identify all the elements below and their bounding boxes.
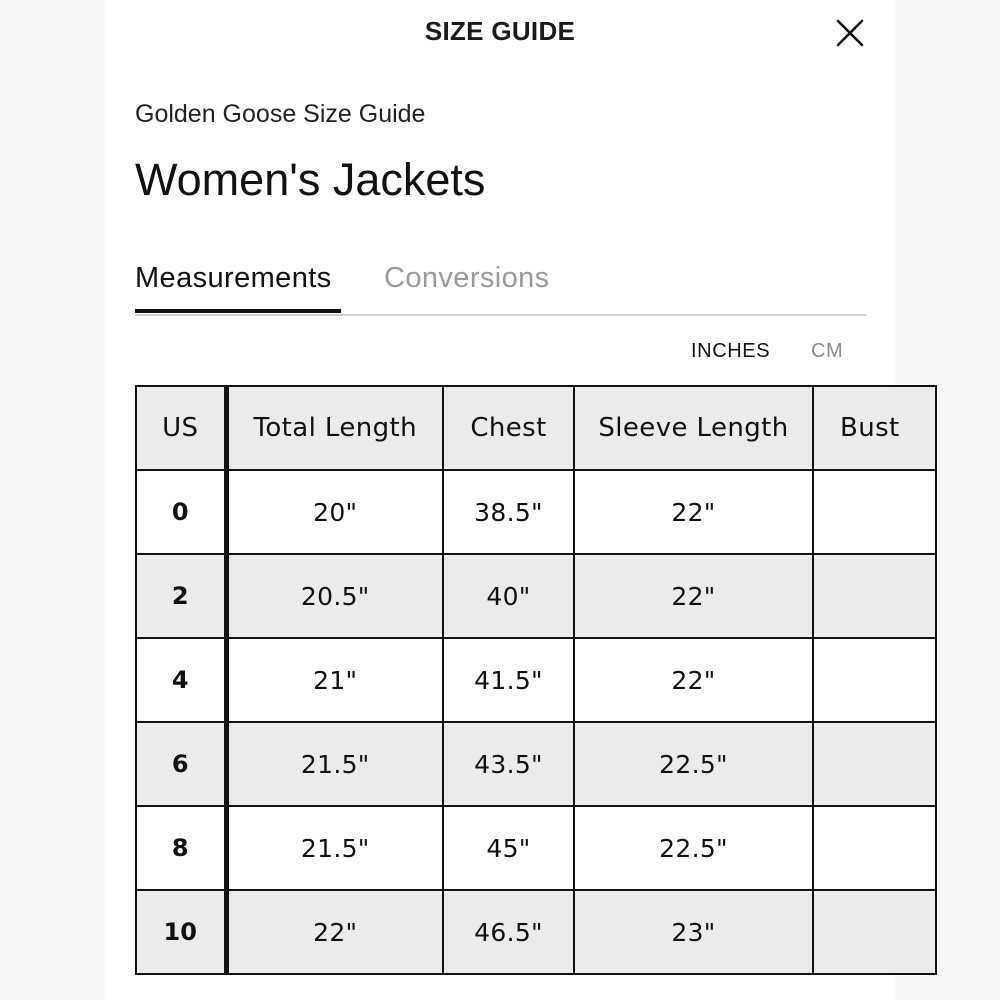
column-header-us: US: [136, 386, 226, 470]
chest-cell: 43.5": [443, 722, 574, 806]
table-row: [136, 638, 936, 722]
bust-cell: [813, 722, 936, 806]
sleeve-length-cell: 22.5": [574, 722, 813, 806]
sleeve-length-cell: 22": [574, 470, 813, 554]
tab-bar: [135, 262, 866, 316]
size-us-cell: 6: [136, 722, 226, 806]
column-header-chest: Chest: [443, 386, 574, 470]
size-guide-modal: [105, 0, 900, 1000]
table-row: [136, 554, 936, 638]
tab-measurements[interactable]: Measurements: [135, 262, 341, 313]
total-length-cell: 20.5": [226, 554, 443, 638]
chest-cell: 38.5": [443, 470, 574, 554]
tab-conversions[interactable]: Conversions: [384, 262, 550, 294]
sleeve-length-cell: 22.5": [574, 806, 813, 890]
total-length-cell: 22": [226, 890, 443, 974]
modal-title: SIZE GUIDE: [424, 16, 576, 46]
unit-cm-toggle[interactable]: CM: [811, 340, 844, 362]
unit-inches-toggle[interactable]: INCHES: [691, 340, 771, 362]
size-table: [135, 385, 937, 975]
table-row: [136, 470, 936, 554]
column-header-total-length: Total Length: [226, 386, 443, 470]
total-length-cell: 20": [226, 470, 443, 554]
column-header-sleeve-length: Sleeve Length: [574, 386, 813, 470]
chest-cell: 40": [443, 554, 574, 638]
bust-cell: [813, 890, 936, 974]
size-us-cell: 4: [136, 638, 226, 722]
table-header-row: [136, 386, 936, 470]
size-table-scroll-area[interactable]: [135, 385, 900, 990]
table-row: [136, 806, 936, 890]
table-row: [136, 890, 936, 974]
close-icon: [833, 16, 867, 50]
chest-cell: 45": [443, 806, 574, 890]
bust-cell: [813, 638, 936, 722]
sleeve-length-cell: 23": [574, 890, 813, 974]
sleeve-length-cell: 22": [574, 638, 813, 722]
total-length-cell: 21.5": [226, 722, 443, 806]
table-row: [136, 722, 936, 806]
chest-cell: 41.5": [443, 638, 574, 722]
total-length-cell: 21.5": [226, 806, 443, 890]
bust-cell: [813, 806, 936, 890]
bust-cell: [813, 470, 936, 554]
size-us-cell: 2: [136, 554, 226, 638]
bust-cell: [813, 554, 936, 638]
size-us-cell: 8: [136, 806, 226, 890]
chest-cell: 46.5": [443, 890, 574, 974]
total-length-cell: 21": [226, 638, 443, 722]
brand-size-guide-label: Golden Goose Size Guide: [135, 100, 426, 128]
column-header-bust: Bust: [813, 386, 936, 470]
close-button[interactable]: [833, 16, 867, 50]
page-title: Women's Jackets: [135, 154, 486, 205]
size-us-cell: 10: [136, 890, 226, 974]
size-us-cell: 0: [136, 470, 226, 554]
sleeve-length-cell: 22": [574, 554, 813, 638]
